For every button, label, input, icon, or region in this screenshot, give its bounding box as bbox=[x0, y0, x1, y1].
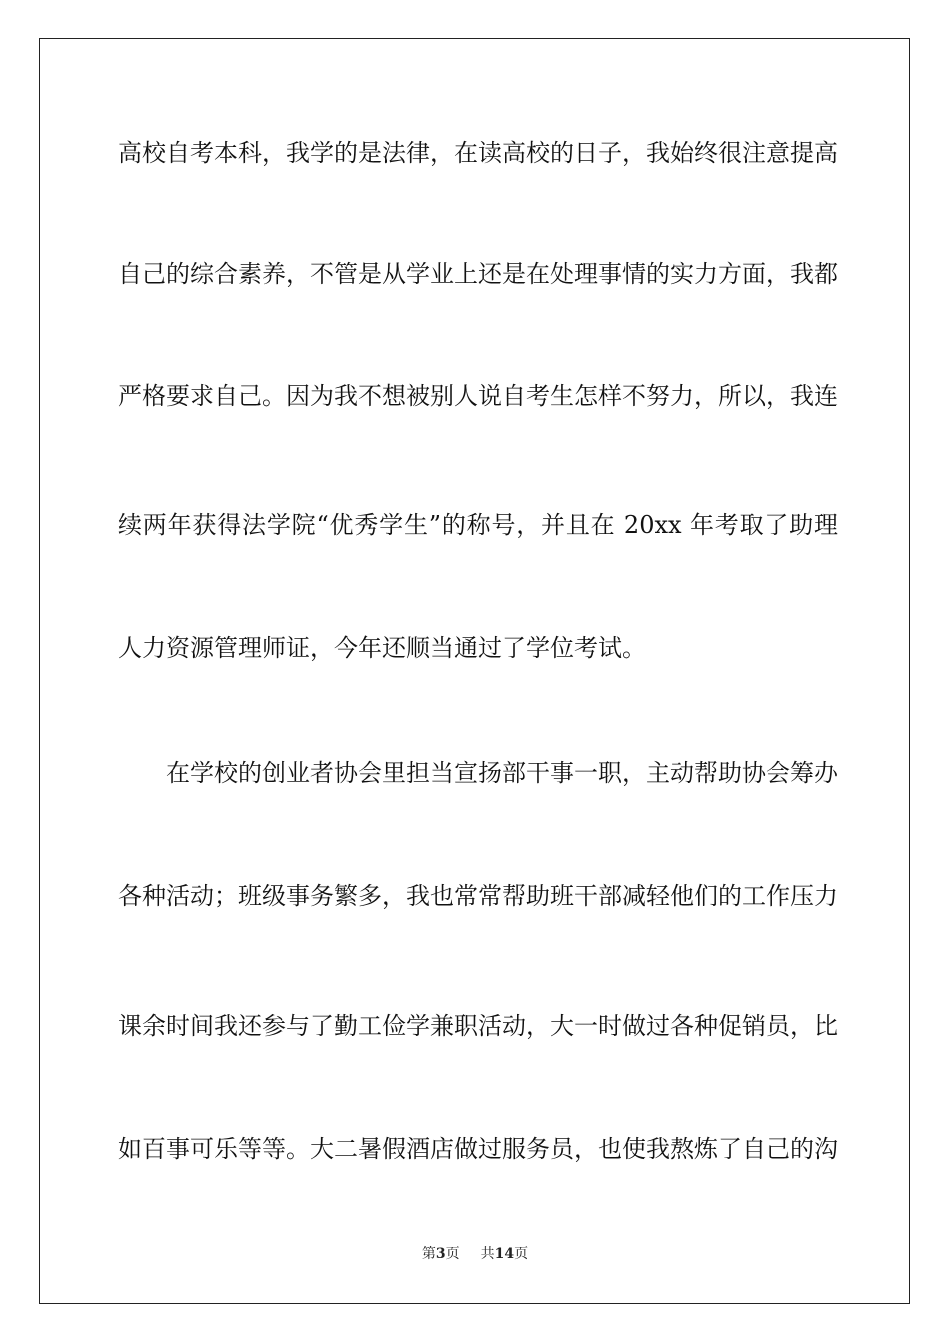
footer-total-suffix: 页 bbox=[514, 1246, 529, 1262]
body-line-2: 自己的综合素养，不管是从学业上还是在处理事情的实力方面，我都 bbox=[118, 260, 838, 288]
footer-total-pages: 14 bbox=[494, 1246, 515, 1262]
body-line-5: 人力资源管理师证，今年还顺当通过了学位考试。 bbox=[118, 634, 646, 662]
paragraph-2-line-4: 如百事可乐等等。大二暑假酒店做过服务员，也使我熬炼了自己的沟 bbox=[118, 1135, 838, 1163]
body-line-1: 高校自考本科，我学的是法律，在读高校的日子，我始终很注意提高 bbox=[118, 139, 838, 167]
paragraph-2-line-1: 在学校的创业者协会里担当宣扬部干事一职，主动帮助协会筹办 bbox=[166, 759, 838, 787]
footer-page-suffix: 页 bbox=[445, 1246, 460, 1262]
body-line-3: 严格要求自己。因为我不想被别人说自考生怎样不努力，所以，我连 bbox=[118, 382, 838, 410]
footer-page-number: 3 bbox=[435, 1246, 446, 1262]
page-footer bbox=[0, 1245, 950, 1263]
footer-total-prefix: 共 bbox=[480, 1246, 495, 1262]
paragraph-2-line-3: 课余时间我还参与了勤工俭学兼职活动，大一时做过各种促销员，比 bbox=[118, 1012, 838, 1040]
page-border bbox=[39, 38, 910, 1304]
body-line-4: 续两年获得法学院“优秀学生”的称号，并且在 20xx 年考取了助理 bbox=[118, 511, 838, 539]
footer-page-prefix: 第 bbox=[421, 1246, 436, 1262]
paragraph-2-line-2: 各种活动；班级事务繁多，我也常常帮助班干部减轻他们的工作压力 bbox=[118, 882, 838, 910]
